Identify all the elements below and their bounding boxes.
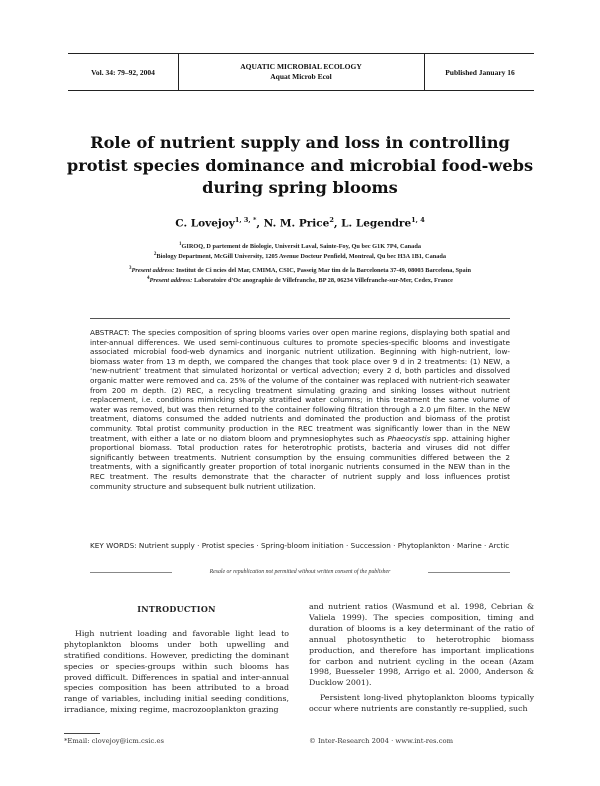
- aff3-label: Present address:: [131, 267, 175, 275]
- journal-name-block: [178, 54, 424, 90]
- abstract-top-rule: [90, 318, 510, 319]
- repub-rule-right: [428, 572, 510, 573]
- abstract-genus: Phaeocystis: [387, 433, 431, 443]
- author-separator: ,: [333, 217, 342, 230]
- abstract-part-2: spp. attaining higher proportional biomass. Total production rates for heterotrophic protists, bacteria and viruses did not differ significantly between treatments. Nutrient consumption by the ensuing communities differed between the 2 treatments, with a significantly greater proportion of total inorganic nutrients consumed in the NEW than in the REC treatment. The results demonstrate that the character of nutrient supply and loss influences protist community structure and subsequent bulk nutrient utilization.: [90, 433, 510, 491]
- author-separator: ,: [256, 217, 264, 230]
- article-title: Role of nutrient supply and loss in controlling protist species dominance and microbial food-webs during spring blooms: [66, 133, 534, 197]
- author-legendre: L. Legendre: [341, 217, 412, 230]
- author-price-sup: 2: [329, 216, 334, 224]
- journal-abbrev: Aquat Microb Ecol: [270, 72, 332, 81]
- aff3-text: Institut de Ci ncies del Mar, CMIMA, CSIC, Passeig Mar tim de la Barceloneta 37-49, 08003 Barcelona, Spain: [175, 267, 471, 275]
- intro-paragraph-3: Persistent long-lived phytoplankton blooms typically occur where nutrients are constantly re-supplied, such: [309, 693, 534, 714]
- author-list: [60, 216, 540, 230]
- intro-paragraph-1: High nutrient loading and favorable light lead to phytoplankton blooms under both upwelling and stratified conditions. However, predicting the dominant species or species-groups within such blooms has proved difficult. Differences in spatial and inter-annual species composition has been attributed to a broad range of variables, including initial seeding conditions, irradiance, mixing regime, macrozooplankton grazing: [64, 628, 289, 715]
- author-lovejoy: C. Lovejoy: [175, 217, 235, 230]
- section-heading-introduction: INTRODUCTION: [137, 604, 216, 614]
- journal-name: AQUATIC MICROBIAL ECOLOGY: [240, 62, 362, 71]
- abstract: [90, 328, 510, 491]
- keywords: KEY WORDS: Nutrient supply · Protist species · Spring-bloom initiation · Succession · Phytoplankton · Marine · Arctic: [90, 541, 510, 550]
- aff1-number: 1: [179, 242, 182, 247]
- aff2-text: Biology Department, McGill University, 1205 Avenue Docteur Penfield, Montreal, Qu bec H3A 1B1, Canada: [156, 253, 447, 261]
- left-column: [64, 600, 289, 716]
- copyright-notice: © Inter-Research 2004 · www.int-res.com: [309, 737, 454, 745]
- right-column: [309, 602, 534, 715]
- aff3-number: 3: [129, 266, 132, 271]
- author-legendre-sup: 1, 4: [411, 216, 425, 224]
- volume-info: Vol. 34: 79–92, 2004: [68, 54, 179, 90]
- author-lovejoy-sup: 1, 3, *: [234, 216, 257, 224]
- affiliation-4: [40, 274, 560, 285]
- intro-paragraph-2: and nutrient ratios (Wasmund et al. 1998, Cebrian & Valiela 1999). The species composition, timing and duration of blooms is a key determinant of the ratio of annual photosynthetic to heterotrophic biomass production, and therefore has important implications for carbon and nutrient cycling in the ocean (Azam 1998, Buesseler 1998, Arrigo et al. 2000, Anderson & Ducklow 2001).: [309, 602, 534, 688]
- affiliation-2: [40, 250, 560, 261]
- aff2-number: 2: [153, 252, 157, 257]
- aff4-number: 4: [147, 276, 150, 281]
- journal-header: [68, 53, 534, 91]
- author-price: N. M. Price: [263, 217, 330, 230]
- footnote-rule: [64, 733, 100, 734]
- corresponding-email: *Email: clovejoy@icm.csic.es: [64, 737, 164, 745]
- aff4-label: Present address:: [149, 277, 193, 285]
- aff4-text: Laboratoire d'Oc anographie de Villefranche, BP 28, 06234 Villefranche-sur-Mer, Cedex, France: [193, 277, 453, 285]
- republication-notice: Resale or republication not permitted without written consent of the publisher: [209, 569, 391, 575]
- aff1-text: GIROQ, D partement de Biologie, Universit Laval, Sainte-Foy, Qu bec G1K 7P4, Canada: [181, 243, 421, 251]
- publication-date: Published January 16: [424, 54, 535, 90]
- abstract-part-1: ABSTRACT: The species composition of spring blooms varies over open marine regions, displaying both spatial and inter-annual differences. We used semi-continuous cultures to promote species-specific blooms and investigate associated microbial food-web dynamics and inorganic nutrient utilization. Beginning with high-nutrient, low-biomass water from 13 m depth, we compared the changes that took place over 9 d in 2 treatments: (1) NEW, a ‘new-nutrient’ treatment that simulated horizontal or vertical advection; every 2 d, both particles and dissolved organic matter were removed and ca. 25% of the volume of the container was replaced with nutrient-rich seawater from 200 m depth. (2) REC, a recycling treatment simulating grazing and sinking losses without nutrient replacement, i.e. conditions mimicking sharply stratified water columns; in this treatment the same volume of water was removed, but was then returned to the container following filtration through a 2.0 µm filter. In the NEW treatment, diatoms consumed the added nutrients and dominated the production and biomass of the protist community. Total protist community production in the REC treatment was significantly lower than in the NEW treatment, with either a late or no diatom bloom and prymnesiophytes such as: [90, 328, 510, 443]
